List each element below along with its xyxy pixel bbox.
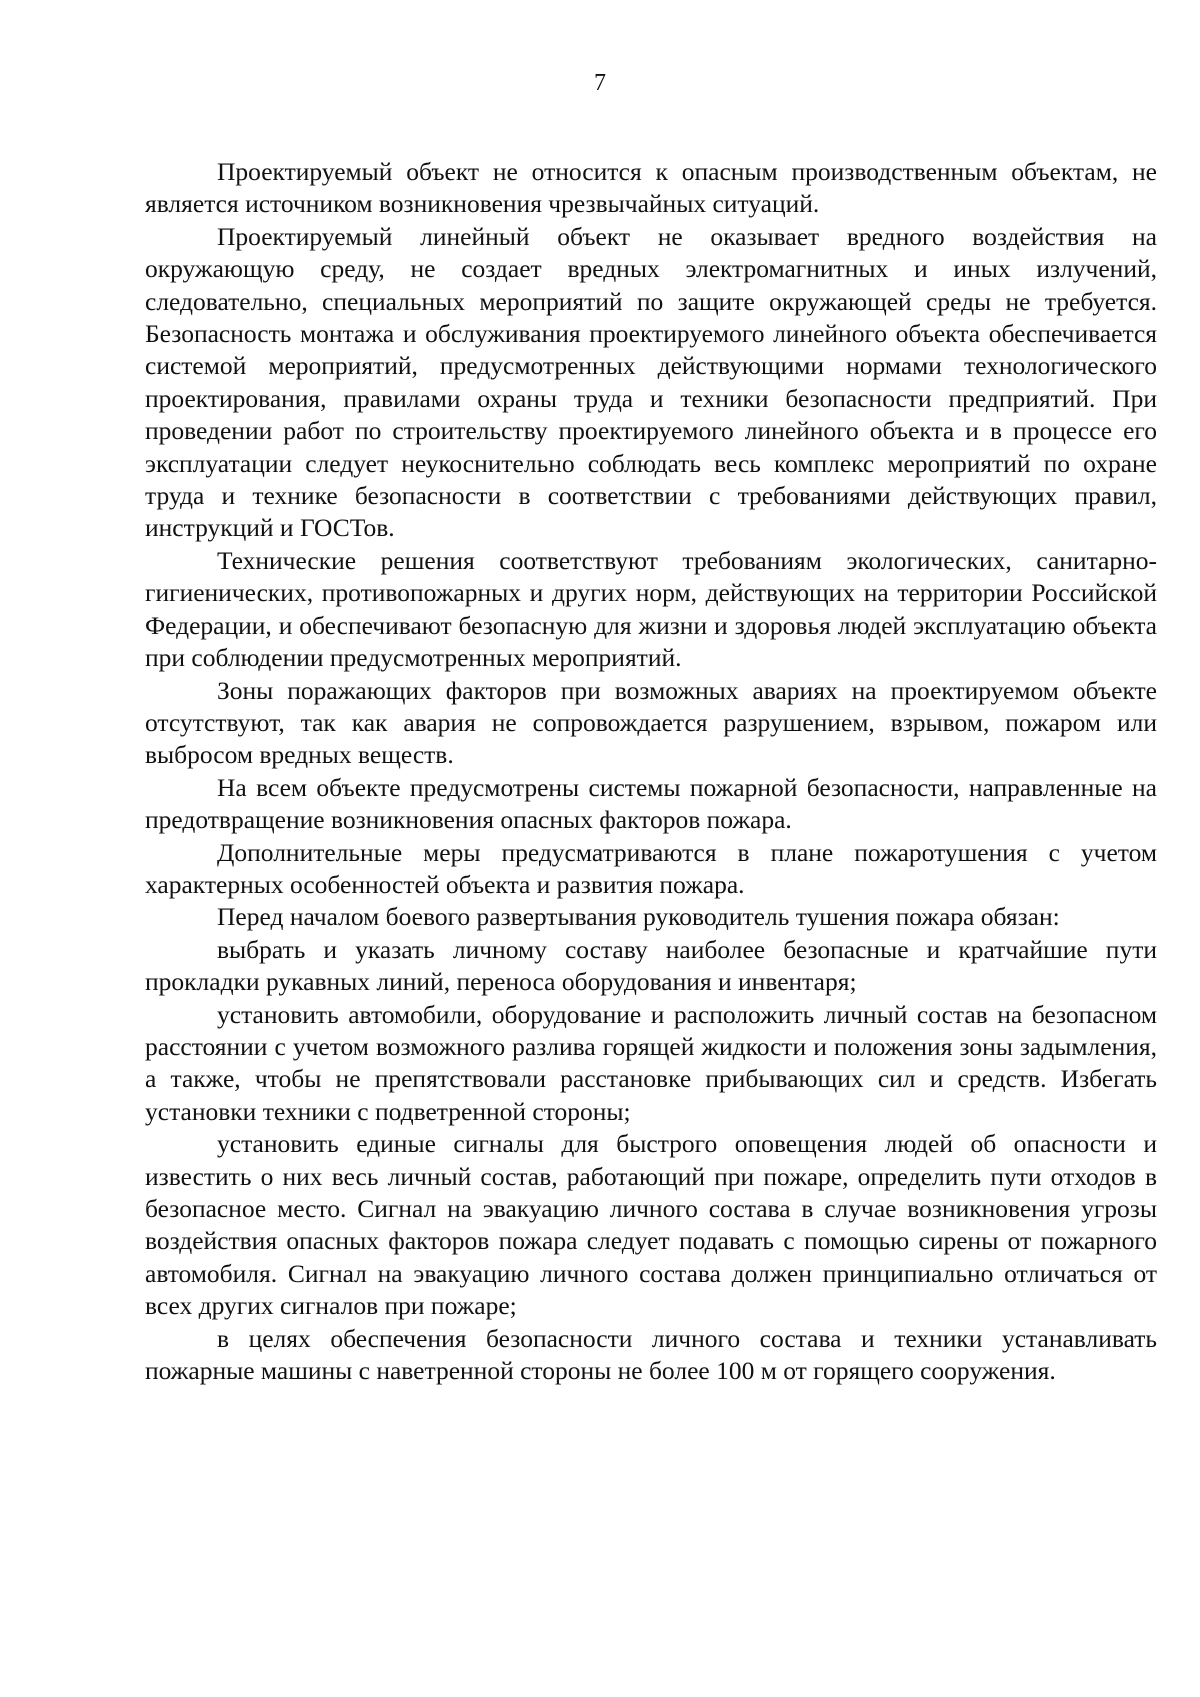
list-item: выбрать и указать личному составу наиболее безопасные и кратчайшие пути прокладки рукавных линий, переноса оборудования и инвентаря; [145, 934, 1157, 997]
paragraph: На всем объекте предусмотрены системы пожарной безопасности, направленные на предотвращение возникновения опасных факторов пожара. [145, 772, 1157, 835]
list-item: установить автомобили, оборудование и расположить личный состав на безопасном расстоянии с учетом возможного разлива горящей жидкости и положения зоны задымления, а также, чтобы не препятствовали расстановке прибывающих сил и средств. Избегать установки техники с подветренной стороны; [145, 999, 1157, 1126]
list-item: установить единые сигналы для быстрого оповещения людей об опасности и известить о них весь личный состав, работающий при пожаре, определить пути отходов в безопасное место. Сигнал на эвакуацию личного состава в случае возникновения угрозы воздействия опасных факторов пожара следует подавать с помощью сирены от пожарного автомобиля. Сигнал на эвакуацию личного состава должен принципиально отличаться от всех других сигналов при пожаре; [145, 1129, 1157, 1321]
list-item: в целях обеспечения безопасности личного состава и техники устанавливать пожарные машины с наветренной стороны не более 100 м от горящего сооружения. [145, 1323, 1157, 1386]
page-number: 7 [594, 70, 606, 96]
paragraph: Зоны поражающих факторов при возможных авариях на проектируемом объекте отсутствуют, так как авария не сопровождается разрушением, взрывом, пожаром или выбросом вредных веществ. [145, 675, 1157, 770]
paragraph: Проектируемый объект не относится к опасным производственным объектам, не является источником возникновения чрезвычайных ситуаций. [145, 157, 1157, 219]
paragraph: Дополнительные меры предусматриваются в плане пожаротушения с учетом характерных особенностей объекта и развития пожара. [145, 837, 1157, 899]
paragraph: Проектируемый линейный объект не оказывает вредного воздействия на окружающую среду, не создает вредных электромагнитных и иных излучений, следовательно, специальных мероприятий по защите окружающей среды не требуется. Безопасность монтажа и обслуживания проектируемого линейного объекта обеспечивается системой мероприятий, предусмотренных действующими нормами технологического проектирования, правилами охраны труда и техники безопасности предприятий. При проведении работ по строительству проектируемого линейного объекта и в процессе его эксплуатации следует неукоснительно соблюдать весь комплекс мероприятий по охране труда и технике безопасности в соответствии с требованиями действующих правил, инструкций и ГОСТов. [145, 221, 1157, 543]
body-text [145, 156, 1157, 1387]
paragraph: Перед началом боевого развертывания руководитель тушения пожара обязан: [217, 902, 1060, 932]
paragraph: Технические решения соответствуют требованиям экологических, санитарно-гигиенических, противопожарных и других норм, действующих на территории Российской Федерации, и обеспечивают безопасную для жизни и здоровья людей эксплуатацию объекта при соблюдении предусмотренных мероприятий. [145, 545, 1157, 673]
